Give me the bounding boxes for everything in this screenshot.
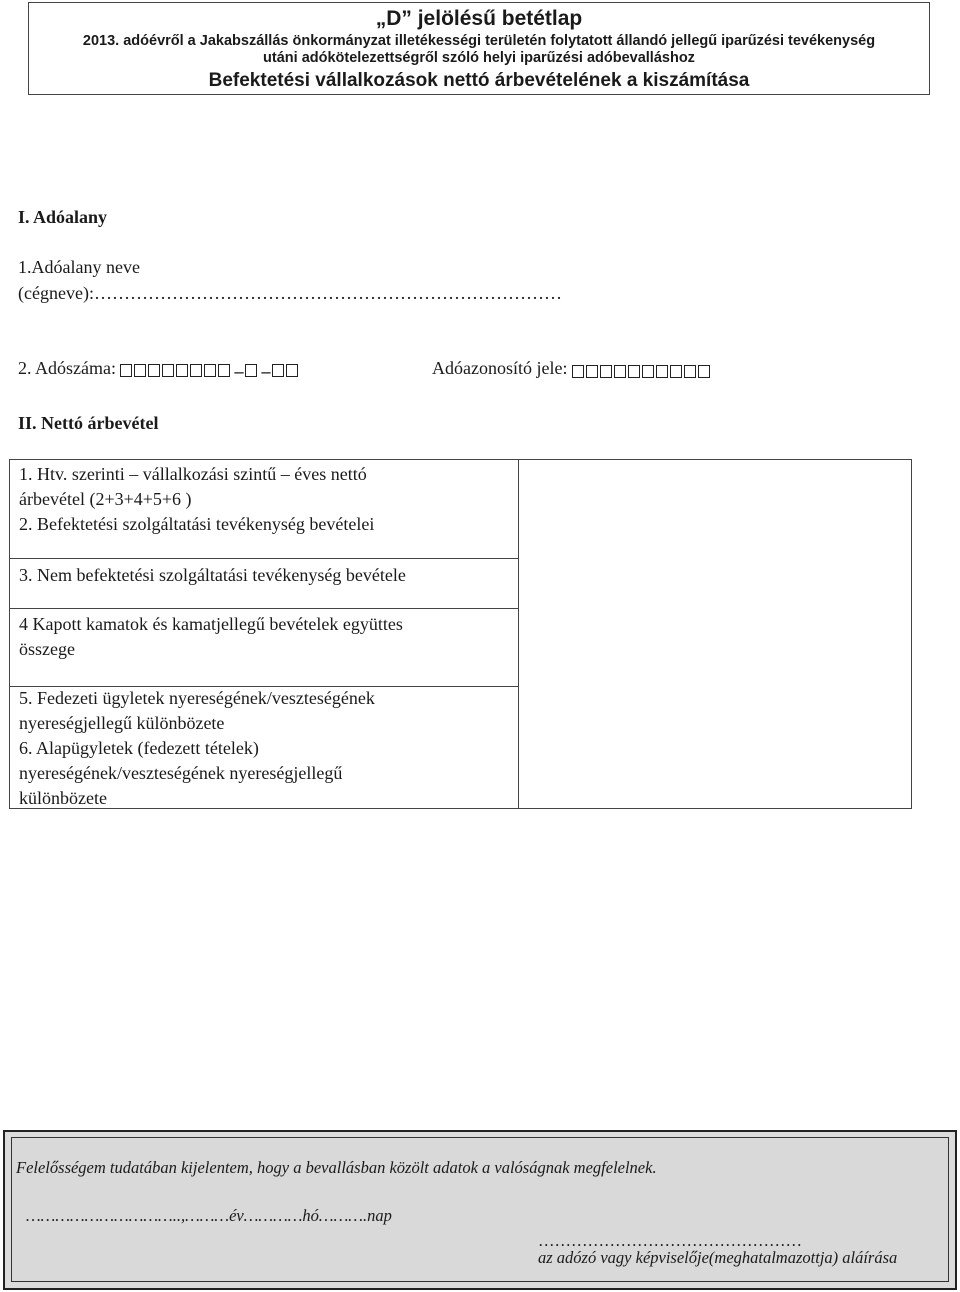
row-6-line3: különbözete [19,788,107,808]
tax-id-label: Adóazonosító jele: [432,358,568,378]
digit-box[interactable] [218,364,230,377]
signature-label: az adózó vagy képviselője(meghatalmazottja) aláírása [538,1248,898,1267]
name-label-line1: 1.Adóalany neve [18,257,140,277]
digit-box[interactable] [698,365,710,378]
table-row-2 [19,512,374,537]
separator-dash: – [234,360,244,381]
digit-box[interactable] [628,365,640,378]
digit-box[interactable] [162,364,174,377]
row-divider [10,558,518,559]
row-divider [10,608,518,609]
digit-box[interactable] [286,364,298,377]
form-subtitle-line2: utáni adókötelezettségről szóló helyi iparűzési adóbevalláshoz [263,50,695,66]
tax-number-boxes[interactable] [120,357,300,383]
tax-number-row [18,356,300,383]
row-1-line2: árbevétel (2+3+4+5+6 ) [19,489,192,509]
name-label-line2: (cégneve): [18,283,94,303]
table-row-5 [19,686,375,736]
row-5-line2: nyereségjellegű különbözete [19,713,225,733]
digit-box[interactable] [586,365,598,378]
digit-box[interactable] [190,364,202,377]
declaration-text: Felelősségem tudatában kijelentem, hogy a bevallásban közölt adatok a valóságnak megfelelnek. [16,1158,657,1177]
row-4-line2: összege [19,639,75,659]
table-row-6 [19,736,342,811]
digit-box[interactable] [204,364,216,377]
digit-box[interactable] [120,364,132,377]
table-row-4 [19,612,403,662]
row-3-line1: 3. Nem befektetési szolgáltatási tevékenység bevétele [19,565,406,585]
declaration-box [3,1130,957,1290]
table-row-3 [19,563,406,588]
digit-box[interactable] [600,365,612,378]
date-line[interactable]: …………………………..,………év…………hó……….nap [26,1206,392,1225]
digit-box[interactable] [684,365,696,378]
digit-box[interactable] [642,365,654,378]
row-6-line1: 6. Alapügyletek (fedezett tételek) [19,738,259,758]
digit-box[interactable] [134,364,146,377]
table-row-1 [19,462,367,512]
declaration-inner [11,1137,949,1282]
row-5-line1: 5. Fedezeti ügyletek nyereségének/veszteségének [19,688,375,708]
digit-box[interactable] [176,364,188,377]
digit-box[interactable] [572,365,584,378]
digit-box[interactable] [245,364,257,377]
form-subtitle-line1: 2013. adóévről a Jakabszállás önkormányzat illetékességi területén folytatott állandó jellegű iparűzési tevékenység [82,33,876,49]
tax-id-boxes[interactable] [572,358,712,382]
tax-id-row [432,356,712,382]
form-main-title: Befektetési vállalkozások nettó árbevételének a kiszámítása [208,70,750,91]
row-1-line1: 1. Htv. szerinti – vállalkozási szintű – éves nettó [19,464,367,484]
table-divider [518,460,519,808]
separator-dash: – [261,360,271,381]
section-2-heading: II. Nettó árbevétel [18,413,159,433]
row-6-line2: nyereségének/veszteségének nyereségjellegű [19,763,343,783]
signature-line[interactable]: ………………………………………… [538,1231,802,1250]
header-box [28,2,930,95]
digit-box[interactable] [614,365,626,378]
digit-box[interactable] [670,365,682,378]
tax-number-label: 2. Adószáma: [18,358,116,378]
name-input-dots[interactable]: …………………………………………………………………… [93,283,562,303]
digit-box[interactable] [272,364,284,377]
net-revenue-table [9,459,912,809]
name-field-row [18,281,562,305]
section-1-heading: I. Adóalany [18,207,108,227]
digit-box[interactable] [656,365,668,378]
row-4-line1: 4 Kapott kamatok és kamatjellegű bevételek együttes [19,614,403,634]
form-title: „D” jelölésű betétlap [375,7,583,30]
row-2-line1: 2. Befektetési szolgáltatási tevékenység bevételei [19,514,375,534]
digit-box[interactable] [148,364,160,377]
